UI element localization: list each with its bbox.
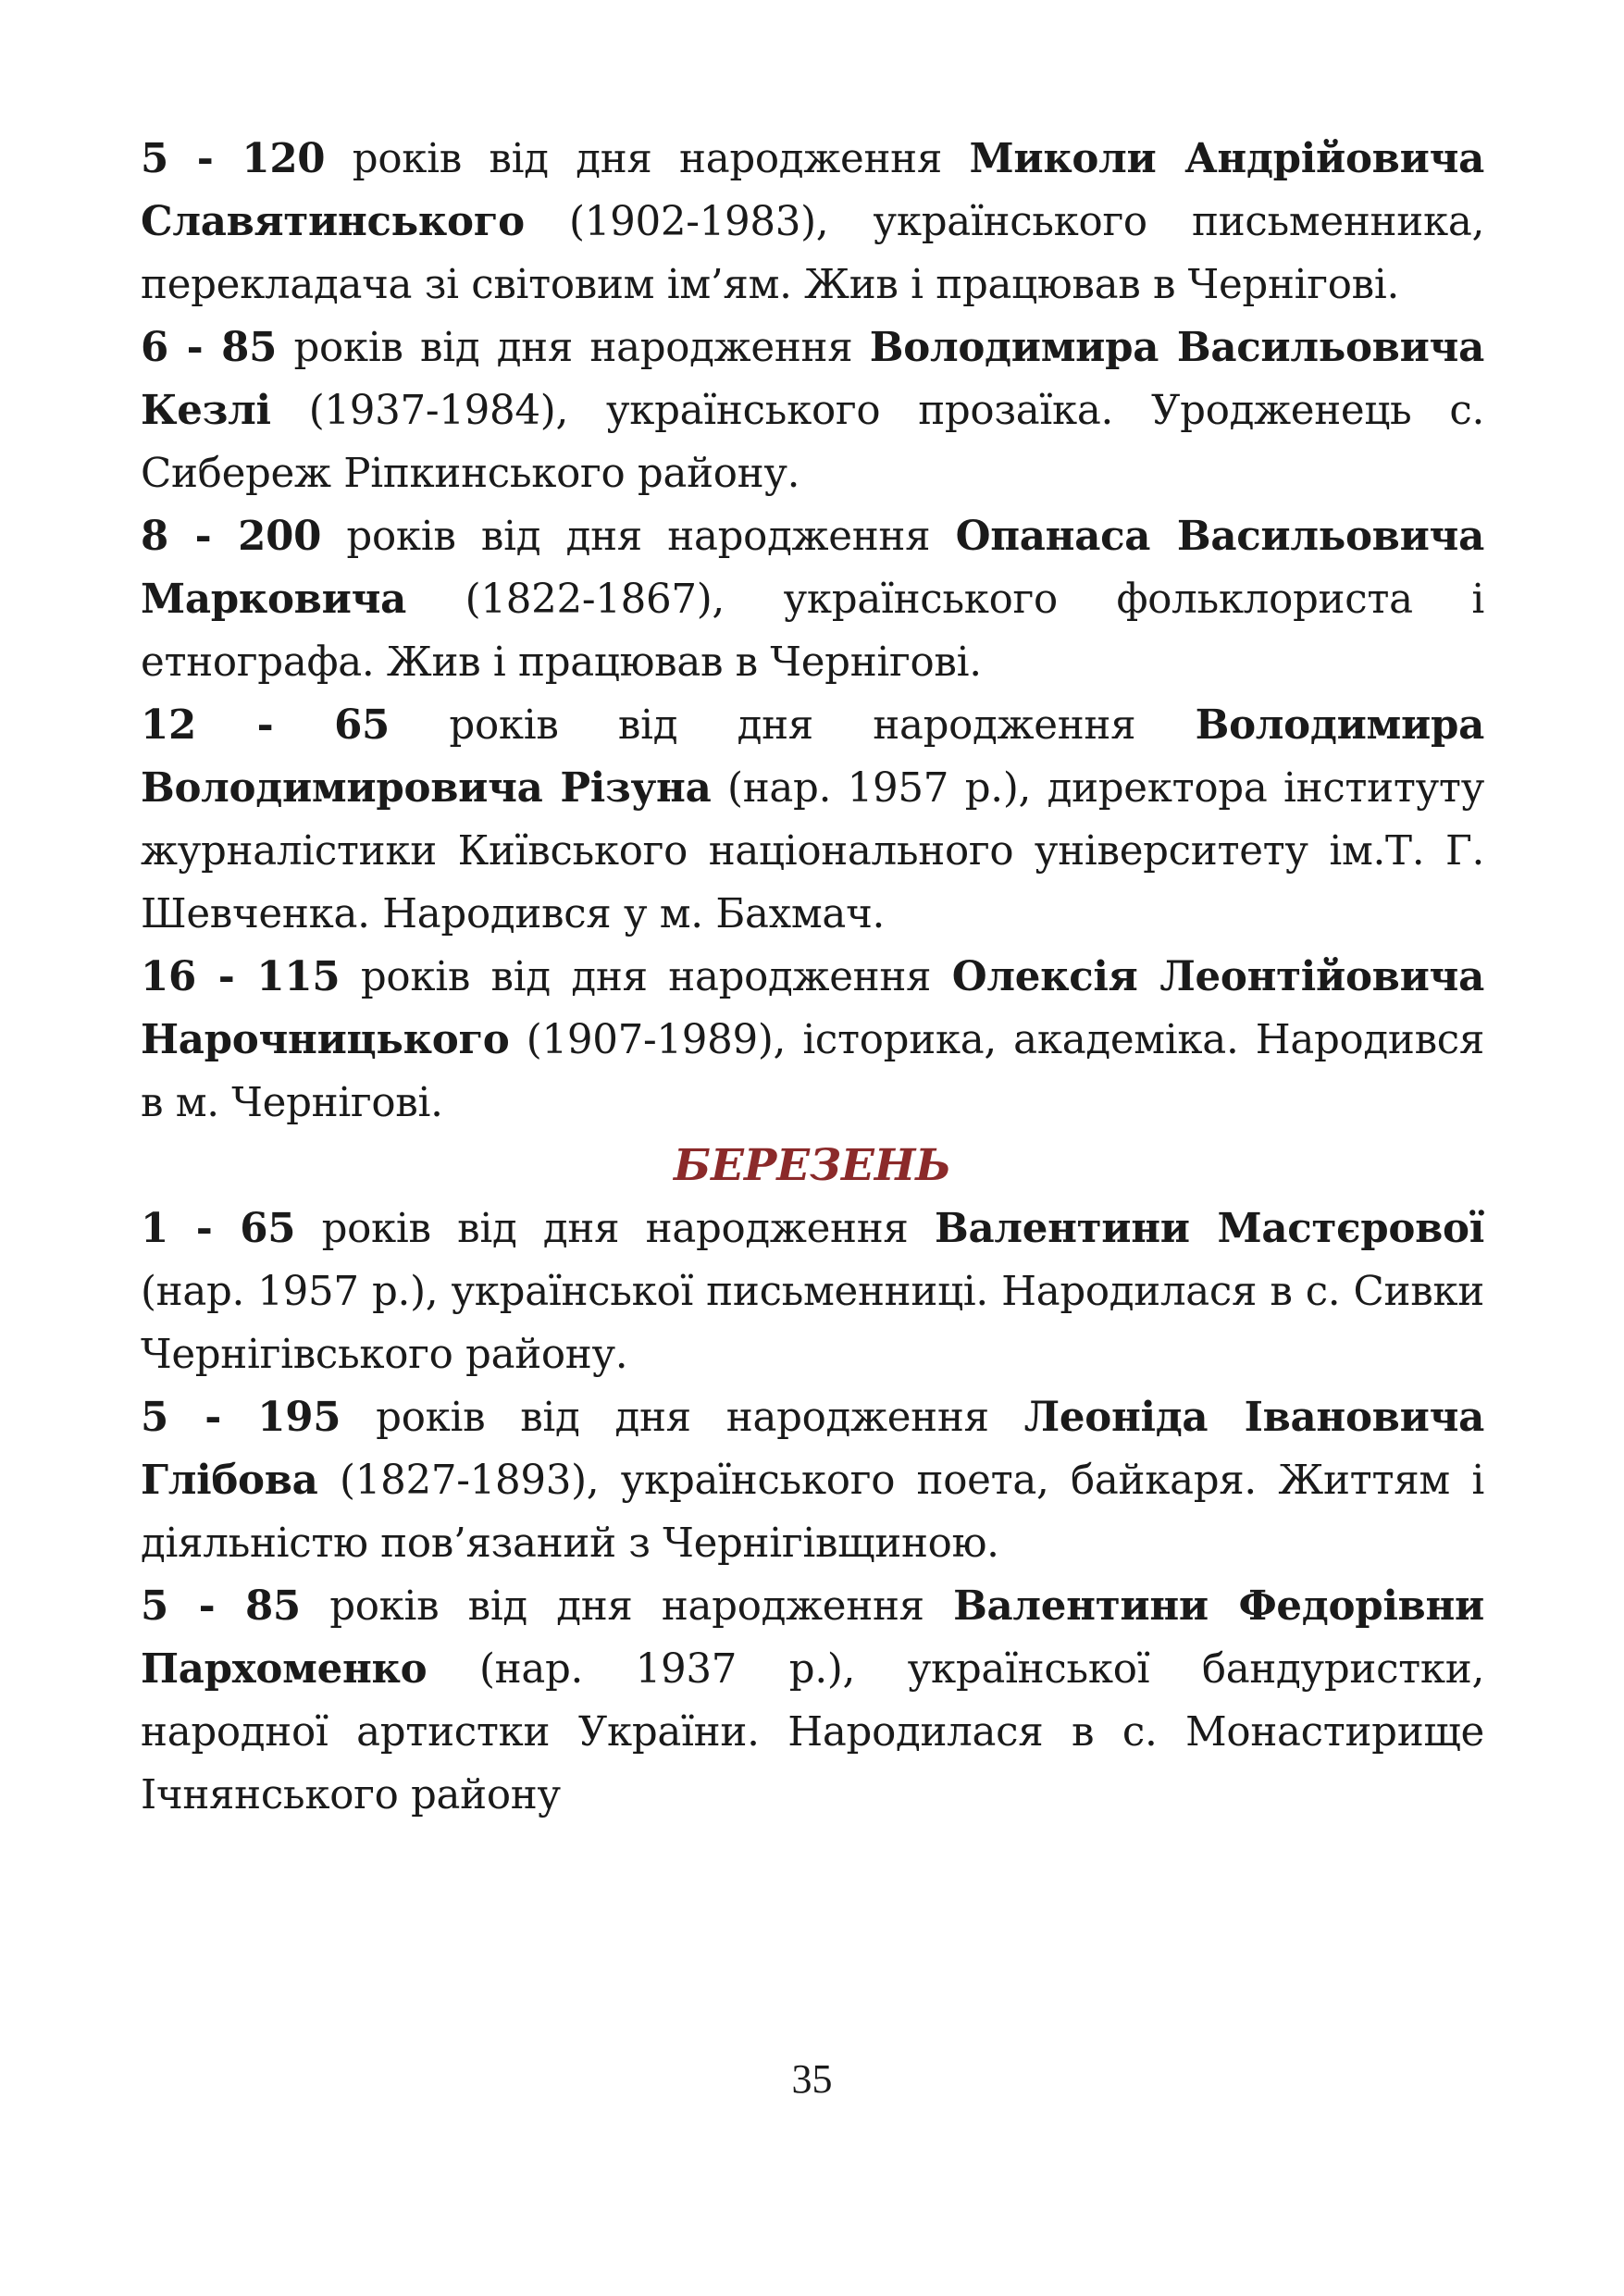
person-name: Леоніда Івановича Глібова <box>141 1394 1484 1504</box>
entry-text: років від дня народження <box>300 1583 954 1630</box>
person-name: Валентини Мастєрової <box>935 1205 1484 1252</box>
entry-date: 12 - 65 <box>141 701 391 749</box>
calendar-entry <box>141 1198 1484 1386</box>
calendar-entry <box>141 505 1484 694</box>
entry-text: років від дня народження <box>277 325 870 371</box>
person-name: Олексія Леонтійовича Нарочницького <box>141 953 1484 1063</box>
page-content <box>141 128 1484 1827</box>
entry-description: (нар. 1937 р.), української бандуристки, народної артистки України. Народилася в с. Монастирище Ічнянського району <box>141 1646 1484 1818</box>
entry-text: років від дня народження <box>390 702 1196 749</box>
entry-date: 5 - 120 <box>141 135 326 182</box>
entry-text: років від дня народження <box>325 136 970 182</box>
entry-description: (1907-1989), історика, академіка. Народився в м. Чернігові. <box>141 1017 1484 1126</box>
calendar-entry <box>141 1386 1484 1575</box>
calendar-entry <box>141 128 1484 316</box>
entry-date: 6 - 85 <box>141 324 278 371</box>
calendar-entry <box>141 946 1484 1135</box>
entry-text: років від дня народження <box>341 1395 1024 1441</box>
entry-description: (1827-1893), українського поета, байкаря. Життям і діяльністю пов’язаний з Чернігівщиною. <box>141 1458 1484 1567</box>
person-name: Володимира Васильовича Кезлі <box>141 324 1484 434</box>
calendar-entry <box>141 694 1484 946</box>
entry-date: 5 - 85 <box>141 1582 301 1630</box>
entry-date: 8 - 200 <box>141 513 322 560</box>
entry-description: (нар. 1957 р.), української письменниці. Народилася в с. Сивки Чернігівського району. <box>141 1269 1484 1378</box>
entry-description: (1902-1983), українського письменника, перекладача зі світовим ім’ям. Жив і працював в Чернігові. <box>141 199 1484 308</box>
page-number: 35 <box>791 2056 833 2102</box>
entry-text: років від дня народження <box>340 954 952 1000</box>
calendar-entry <box>141 1575 1484 1827</box>
person-name: Опанаса Васильовича Марковича <box>141 513 1484 623</box>
month-heading: БЕРЕЗЕНЬ <box>673 1140 952 1191</box>
person-name: Валентини Федорівни Пархоменко <box>141 1582 1484 1693</box>
entry-date: 5 - 195 <box>141 1394 341 1441</box>
entry-text: років від дня народження <box>295 1206 936 1252</box>
entry-date: 1 - 65 <box>141 1205 296 1252</box>
entry-description: (нар. 1957 р.), директора інституту журналістики Київського національного університету ім.Т. Г. Шевченка. Народився у м. Бахмач. <box>141 765 1484 937</box>
calendar-entry <box>141 316 1484 505</box>
entry-description: (1937-1984), українського прозаїка. Уродженець с. Сибереж Ріпкинського району. <box>141 388 1484 497</box>
person-name: Миколи Андрійовича Славятинського <box>141 135 1484 245</box>
entry-text: років від дня народження <box>321 514 956 560</box>
person-name: Володимира Володимировича Різуна <box>141 701 1484 812</box>
entry-date: 16 - 115 <box>141 953 341 1000</box>
entry-description: (1822-1867), українського фольклориста і етнографа. Жив і працював в Чернігові. <box>141 577 1484 686</box>
